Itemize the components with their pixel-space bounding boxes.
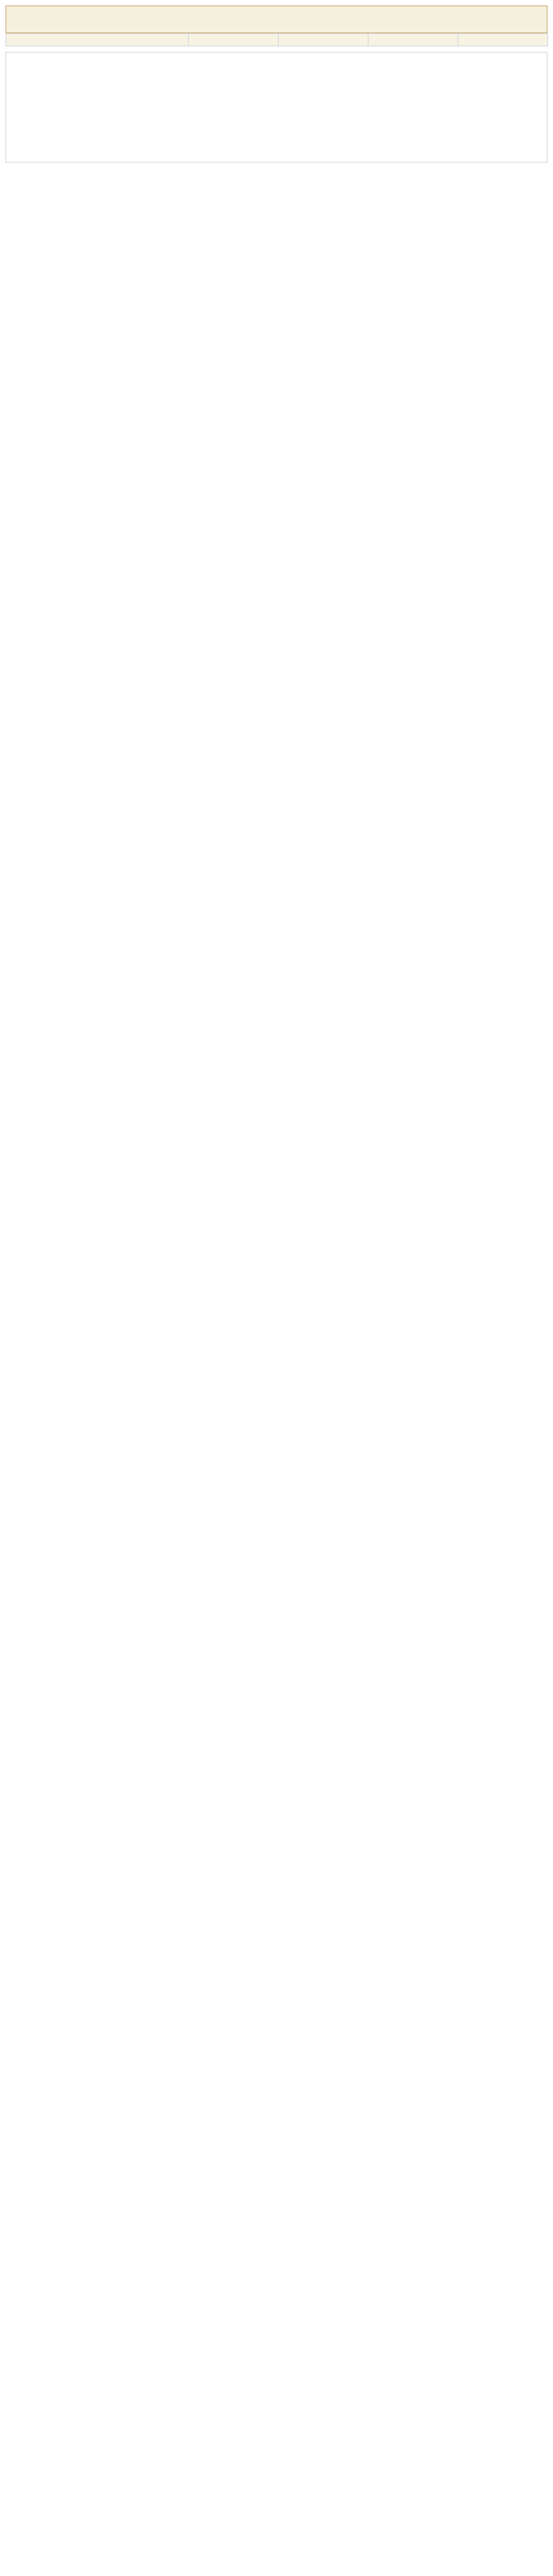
column-header-ytd-value bbox=[368, 34, 458, 46]
statistics-sheet bbox=[6, 6, 547, 162]
column-header-month-value bbox=[189, 34, 279, 46]
notes-section bbox=[6, 52, 547, 162]
statistics-table bbox=[6, 33, 548, 46]
document-title bbox=[6, 6, 547, 33]
column-header-indicator bbox=[6, 34, 189, 46]
column-header-ytd-growth bbox=[458, 34, 548, 46]
column-header-month-growth bbox=[279, 34, 368, 46]
header-row bbox=[6, 34, 548, 46]
